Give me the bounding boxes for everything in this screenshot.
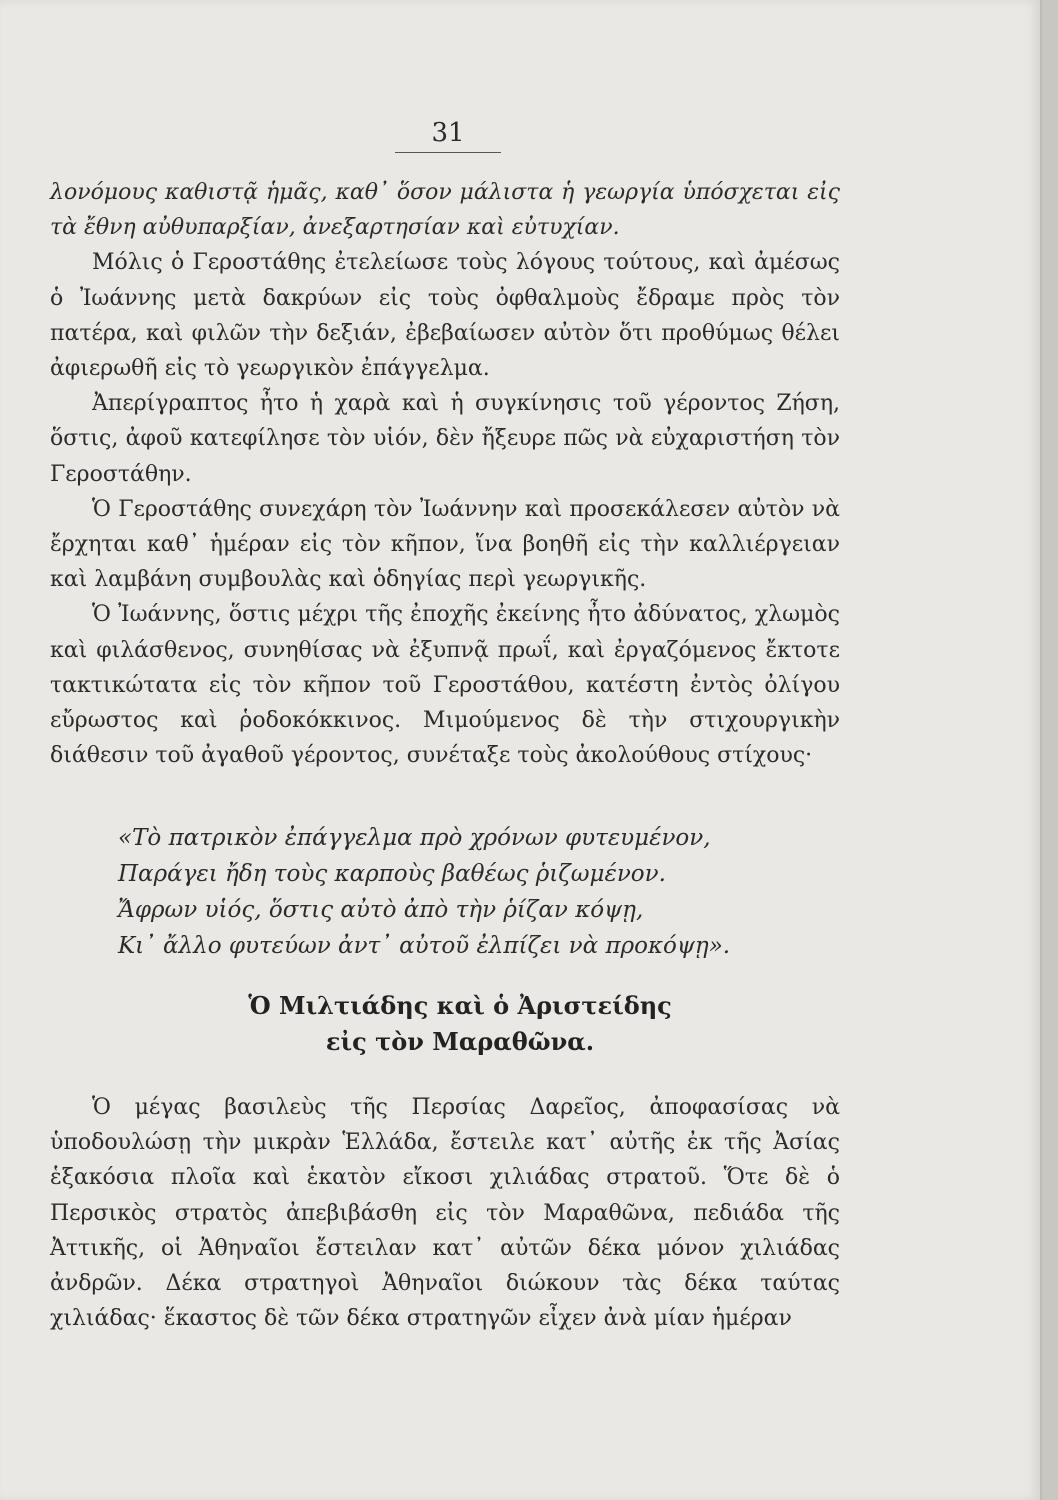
poem-line: Κι᾽ ἄλλο φυτεύων ἀντ᾽ αὐτοῦ ἐλπίζει νὰ προκόψῃ».	[118, 933, 731, 959]
continuation-paragraph: λονόμους καθιστᾷ ἡμᾶς, καθ᾽ ὅσον μάλιστα ἡ γεωργία ὑπόσχεται εἰς τὰ ἔθνη αὐθυπαρξίαν, ἀνεξαρτησίαν καὶ εὐτυχίαν.	[50, 180, 840, 241]
text-block-upper	[50, 175, 840, 773]
paragraph: Ὁ Ἰωάννης, ὅστις μέχρι τῆς ἐποχῆς ἐκείνης ἦτο ἀδύνατος, χλωμὸς καὶ φιλάσθενος, συνηθίσας νὰ ἐξυπνᾷ πρωΐ, καὶ ἐργαζόμενος ἔκτοτε τακτικώτατα εἰς τὸν κῆπον τοῦ Γεροστάθου, κατέστη ἐντὸς ὀλίγου εὔρωστος καὶ ῥοδοκόκκινος. Μιμούμενος δὲ τὴν στιχουργικὴν διάθεσιν τοῦ ἀγαθοῦ γέροντος, συνέταξε τοὺς ἀκολούθους στίχους·	[50, 602, 840, 769]
paragraph: Μόλις ὁ Γεροστάθης ἐτελείωσε τοὺς λόγους τούτους, καὶ ἀμέσως ὁ Ἰωάννης μετὰ δακρύων εἰς τοὺς ὀφθαλμοὺς ἔδραμε πρὸς τὸν πατέρα, καὶ φιλῶν τὴν δεξιάν, ἐβεβαίωσεν αὐτὸν ὅτι προθύμως θέλει ἀφιερωθῆ εἰς τὸ γεωργικὸν ἐπάγγελμα.	[50, 250, 840, 382]
poem-line: Ἄφρων υἱός, ὅστις αὐτὸ ἀπὸ τὴν ῥίζαν κόψῃ,	[118, 897, 644, 923]
text-block-lower	[50, 1090, 840, 1336]
page-edge	[1042, 0, 1058, 1500]
chapter-heading-line-2: εἰς τὸν Μαραθῶνα.	[325, 1027, 595, 1056]
page-number-rule	[395, 152, 501, 153]
chapter-heading	[160, 988, 760, 1060]
paragraph: Ὁ μέγας βασιλεὺς τῆς Περσίας Δαρεῖος, ἀποφασίσας νὰ ὑποδουλώσῃ τὴν μικρὰν Ἑλλάδα, ἔστειλε κατ᾽ αὐτῆς ἐκ τῆς Ἀσίας ἑξακόσια πλοῖα καὶ ἑκατὸν εἴκοσι χιλιάδας στρατοῦ. Ὅτε δὲ ὁ Περσικὸς στρατὸς ἀπεβιβάσθη εἰς τὸν Μαραθῶνα, πεδιάδα τῆς Ἀττικῆς, οἱ Ἀθηναῖοι ἔστειλαν κατ᾽ αὐτῶν δέκα μόνον χιλιάδας ἀνδρῶν. Δέκα στρατηγοὶ Ἀθηναῖοι διώκουν τὰς δέκα ταύτας χιλιάδας· ἕκαστος δὲ τῶν δέκα στρατηγῶν εἶχεν ἀνὰ μίαν ἡμέραν	[50, 1095, 840, 1332]
chapter-heading-line-1: Ὁ Μιλτιάδης καὶ ὁ Ἀριστείδης	[248, 991, 672, 1020]
page-number: 31	[431, 118, 465, 148]
poem-line: Παράγει ἤδη τοὺς καρποὺς βαθέως ῥιζωμένον.	[118, 861, 666, 887]
poem-line: «Τὸ πατρικὸν ἐπάγγελμα πρὸ χρόνων φυτευμένον,	[118, 825, 711, 851]
paragraph: Ἀπερίγραπτος ἦτο ἡ χαρὰ καὶ ἡ συγκίνησις τοῦ γέροντος Ζήση, ὅστις, ἀφοῦ κατεφίλησε τὸν υἱόν, δὲν ἤξευρε πῶς νὰ εὐχαριστήση τὸν Γεροστάθην.	[50, 391, 840, 487]
poem	[118, 820, 838, 964]
paragraph: Ὁ Γεροστάθης συνεχάρη τὸν Ἰωάννην καὶ προσεκάλεσεν αὐτὸν νὰ ἔρχηται καθ᾽ ἡμέραν εἰς τὸν κῆπον, ἵνα βοηθῆ εἰς τὴν καλλιέργειαν καὶ λαμβάνη συμβουλὰς καὶ ὁδηγίας περὶ γεωργικῆς.	[50, 496, 840, 593]
